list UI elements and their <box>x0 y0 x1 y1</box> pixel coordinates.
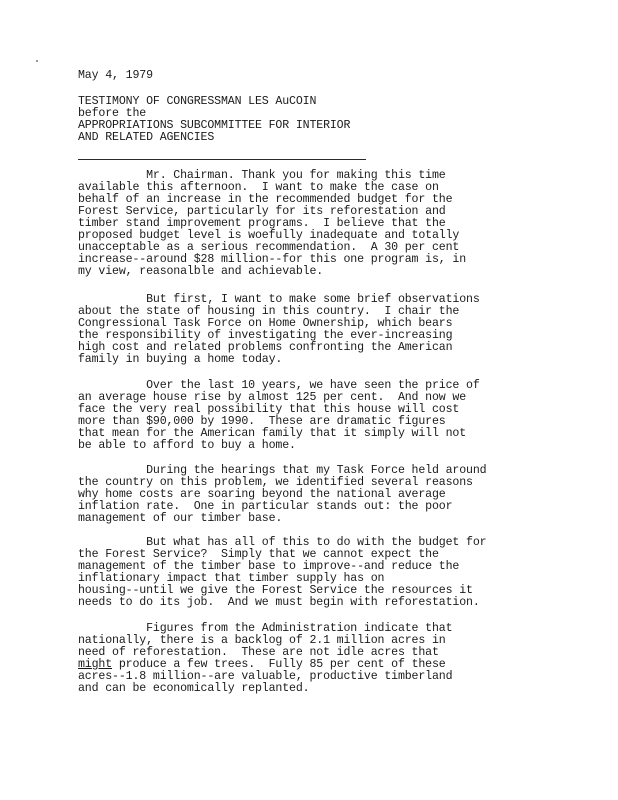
text-line: But what has all of this to do with the budget for <box>78 536 487 549</box>
text-line: unacceptable as a serious recommendation. A 30 per cent <box>78 241 460 254</box>
text-line: Forest Service, particularly for its reforestation and <box>78 205 446 218</box>
paragraph-prices <box>78 380 598 452</box>
text-line: nationally, there is a backlog of 2.1 million acres in <box>78 634 446 647</box>
text-line: Figures from the Administration indicate that <box>78 622 453 635</box>
paragraph-housing <box>78 294 598 366</box>
heading-line-1: TESTIMONY OF CONGRESSMAN LES AuCOIN <box>78 95 317 108</box>
text-line: high cost and related problems confronting the American <box>78 341 453 354</box>
text-line: be able to afford to buy a home. <box>78 439 296 452</box>
text-line: proposed budget level is woefully inadequate and totally <box>78 229 460 242</box>
text-line: But first, I want to make some brief observations <box>78 293 480 306</box>
text-line: my view, reasonalble and achievable. <box>78 265 324 278</box>
text-line: and can be economically replanted. <box>78 682 310 695</box>
text-line: face the very real possibility that this house will cost <box>78 403 460 416</box>
heading-line-2: before the <box>78 107 147 120</box>
text-line: need of reforestation. These are not idle acres that <box>78 646 439 659</box>
heading-line-3: APPROPRIATIONS SUBCOMMITTEE FOR INTERIOR <box>78 119 351 132</box>
text-line: inflationary impact that timber supply has on <box>78 572 385 585</box>
text-line: why home costs are soaring beyond the national average <box>78 488 446 501</box>
text-line: housing--until we give the Forest Service the resources it <box>78 584 473 597</box>
text-line: behalf of an increase in the recommended budget for the <box>78 193 453 206</box>
text-line: acres--1.8 million--are valuable, productive timberland <box>78 670 453 683</box>
text-line: Mr. Chairman. Thank you for making this time <box>78 169 446 182</box>
text-line: the Forest Service? Simply that we cannot expect the <box>78 548 439 561</box>
paragraph-hearings <box>78 465 598 525</box>
text-line: about the state of housing in this country. I chair the <box>78 305 460 318</box>
text-line: the responsibility of investigating the ever-increasing <box>78 329 453 342</box>
text-line: Over the last 10 years, we have seen the price of <box>78 379 480 392</box>
document-date: May 4, 1979 <box>78 69 153 82</box>
text-line: During the hearings that my Task Force held around <box>78 464 487 477</box>
paragraph-budget <box>78 537 598 609</box>
text-line: the country on this problem, we identified several reasons <box>78 476 473 489</box>
heading-divider <box>78 159 366 160</box>
text-line: inflation rate. One in particular stands out: the poor <box>78 500 453 513</box>
scan-speck <box>36 60 38 62</box>
text-line: Congressional Task Force on Home Ownership, which bears <box>78 317 453 330</box>
text-line-underlined: might produce a few trees. Fully 85 per cent of these <box>78 658 446 671</box>
text-line: management of the timber base to improve--and reduce the <box>78 560 460 573</box>
text-line: more than $90,000 by 1990. These are dramatic figures <box>78 415 446 428</box>
text-line: that mean for the American family that it simply will not <box>78 427 467 440</box>
text-line: timber stand improvement programs. I believe that the <box>78 217 446 230</box>
text-line: increase--around $28 million--for this one program is, in <box>78 253 467 266</box>
paragraph-opening <box>78 170 598 278</box>
text-line: management of our timber base. <box>78 512 283 525</box>
paragraph-reforestation <box>78 623 598 695</box>
text-line: needs to do its job. And we must begin with reforestation. <box>78 596 480 609</box>
text-line: family in buying a home today. <box>78 353 283 366</box>
text-line: available this afternoon. I want to make the case on <box>78 181 439 194</box>
heading-line-4: AND RELATED AGENCIES <box>78 131 215 144</box>
text-line: an average house rise by almost 125 per cent. And now we <box>78 391 467 404</box>
